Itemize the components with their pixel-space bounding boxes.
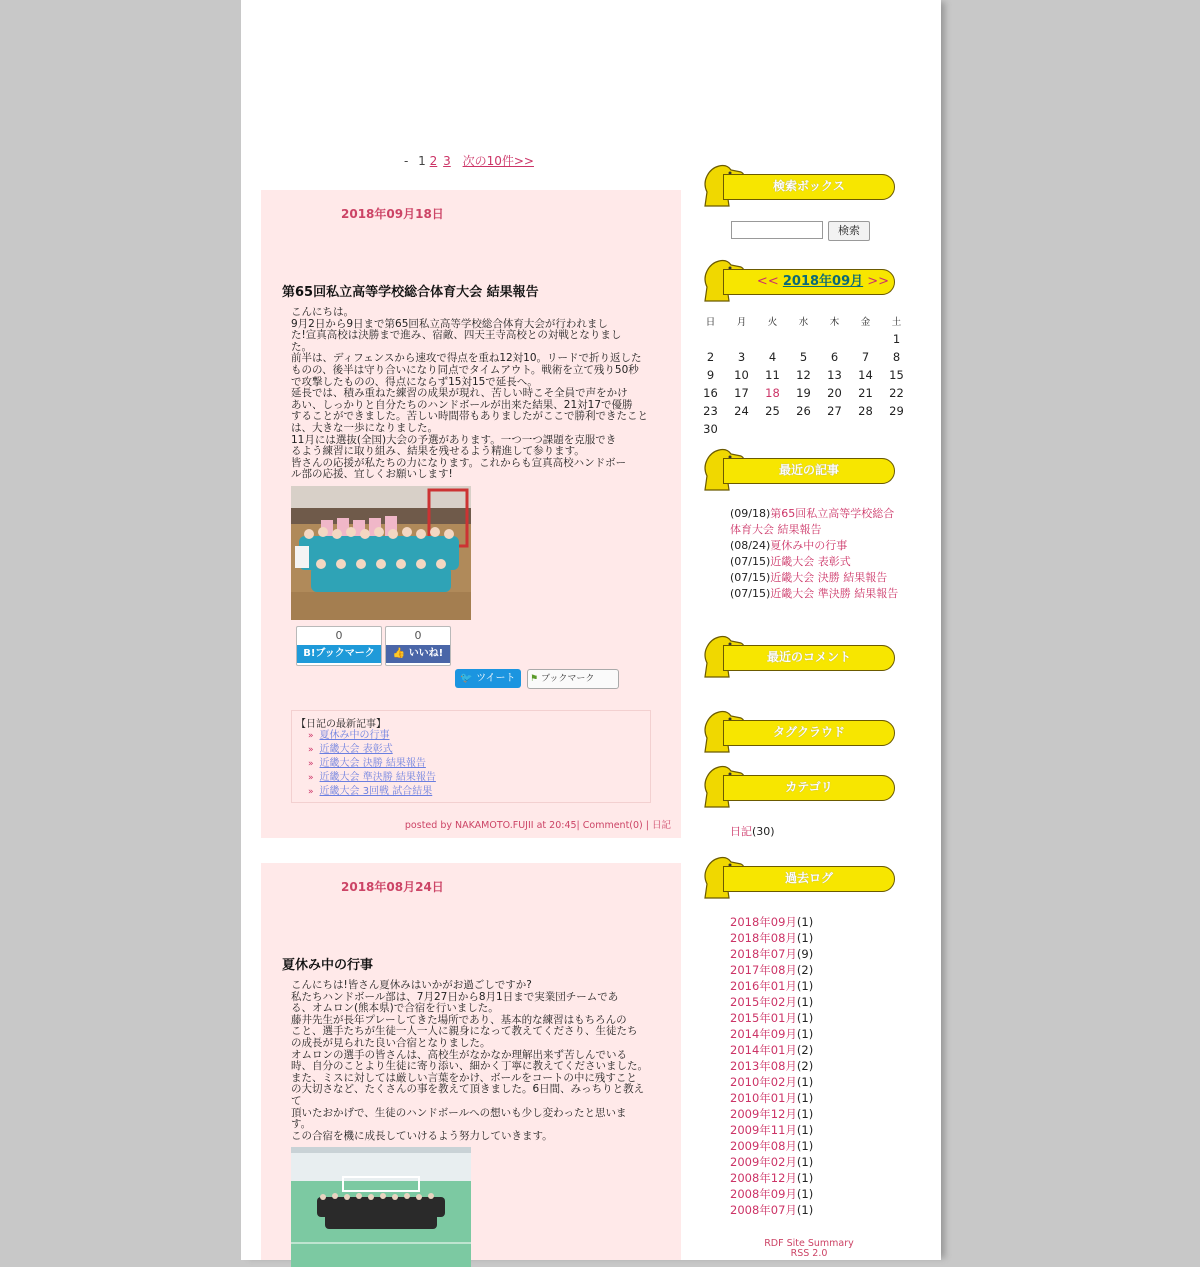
archive-count: (1) <box>796 1011 814 1025</box>
calendar-day: 10 <box>734 368 749 382</box>
calendar-day: 20 <box>827 386 842 400</box>
body-line: 前半は、ディフェンスから速攻で得点を重ね12対10。リードで折り返した <box>291 352 642 365</box>
list-item <box>308 743 436 757</box>
archive-item <box>730 1010 813 1026</box>
archive-item <box>730 962 813 978</box>
calendar-day <box>881 420 912 438</box>
archive-month-link[interactable]: 2008年07月 <box>730 1203 797 1217</box>
recent-article-date: (09/18) <box>730 507 771 520</box>
tweet-label: ツイート <box>476 673 516 684</box>
body-line: また、ミスに対しては厳しい言葉をかけ、ボールをコートの中に残すこと <box>291 1071 637 1084</box>
pager-current: 1 <box>418 154 426 168</box>
archive-count: (1) <box>796 995 814 1009</box>
entry-body <box>291 980 651 1142</box>
calendar-day: 29 <box>889 404 904 418</box>
recent-articles-header <box>697 446 897 490</box>
archive-month-link[interactable]: 2014年01月 <box>730 1043 797 1057</box>
archive-count: (1) <box>796 1203 814 1217</box>
calendar-day <box>850 420 881 438</box>
calendar-day: 8 <box>892 350 901 364</box>
body-line: 9月2日から9日まで第65回私立高等学校総合体育大会が行われまし <box>291 317 608 330</box>
thumbs-up-icon: 👍 <box>392 648 406 659</box>
hatena-count: 0 <box>335 629 343 642</box>
archive-month-link[interactable]: 2017年08月 <box>730 963 797 977</box>
calendar-day: 22 <box>889 386 904 400</box>
archive-count: (1) <box>796 915 814 929</box>
header-title: 最近のコメント <box>766 650 851 664</box>
body-line: の大切さなど、たくさんの事を教えて頂きました。6日間、みっちりと教えて <box>291 1083 645 1107</box>
recent-article-item <box>730 538 902 554</box>
archive-header <box>697 854 897 898</box>
archive-count: (1) <box>796 1171 814 1185</box>
calendar-day: 21 <box>858 386 873 400</box>
header-title: 過去ログ <box>784 871 833 885</box>
calendar-day: 28 <box>858 404 873 418</box>
calendar-day: 24 <box>734 404 749 418</box>
archive-month-link[interactable]: 2008年12月 <box>730 1171 797 1185</box>
archive-count: (1) <box>796 1155 814 1169</box>
arrow-icon: » <box>308 745 314 755</box>
archive-month-link[interactable]: 2009年08月 <box>730 1139 797 1153</box>
facebook-count: 0 <box>414 629 422 642</box>
recent-article-link[interactable]: 近畿大会 表彰式 <box>770 555 851 568</box>
body-line: 11月には選抜(全国)大会の予選があります。一つ一つ課題を克服でき <box>291 433 617 446</box>
calendar-weekday: 金 <box>860 317 871 328</box>
pager-page-2[interactable]: 2 <box>429 154 438 168</box>
body-line: 皆さんの応援が私たちの力になります。これからも宣真高校ハンドボー <box>291 456 627 469</box>
category-count: (30) <box>752 825 775 838</box>
bookmark-icon: ⚑ <box>530 674 539 684</box>
archive-month-link[interactable]: 2018年09月 <box>730 915 797 929</box>
entry-body <box>291 307 651 481</box>
arrow-icon: » <box>308 731 314 741</box>
recent-article-item <box>730 586 902 602</box>
archive-item <box>730 1138 813 1154</box>
calendar-day: 27 <box>827 404 842 418</box>
rdf-link[interactable]: RDF Site Summary <box>764 1238 854 1249</box>
recent-article-item <box>730 570 902 586</box>
calendar-day: 3 <box>737 350 746 364</box>
recent-article-item <box>730 506 902 538</box>
category-link[interactable]: 日記 <box>730 825 752 838</box>
archive-item <box>730 1042 813 1058</box>
calendar-day: 14 <box>858 368 873 382</box>
archive-item <box>730 1170 813 1186</box>
recent-article-link[interactable]: 夏休み中の行事 <box>770 539 848 552</box>
entry-1 <box>261 190 681 838</box>
recent-article-link[interactable]: 第65回私立高等学校総合体育大会 結果報告 <box>730 507 895 536</box>
arrow-icon: » <box>308 759 314 769</box>
archive-count: (1) <box>796 1091 814 1105</box>
body-line: 時、自分のことより生徒に寄り添い、細かく丁寧に教えてくださいました。 <box>291 1060 648 1073</box>
search-button[interactable]: 検索 <box>828 221 870 241</box>
archive-count: (1) <box>796 1107 814 1121</box>
calendar-day: 30 <box>703 422 718 436</box>
recent-articles-list <box>730 506 902 602</box>
calendar-weekday: 月 <box>736 317 747 328</box>
list-item <box>308 757 436 771</box>
body-line: ル部の応援、宜しくお願いします! <box>291 468 453 481</box>
calendar-nav <box>723 270 923 294</box>
calendar-day: 25 <box>765 404 780 418</box>
archive-count: (1) <box>796 1139 814 1153</box>
latest-article-link[interactable]: 近畿大会 3回戦 試合結果 <box>319 786 433 797</box>
header-title: タグクラウド <box>772 725 845 739</box>
body-line: 頂いたおかげで、生徒のハンドボールへの想いも少し変わったと思いま <box>291 1106 627 1119</box>
latest-article-link[interactable]: 夏休み中の行事 <box>319 730 390 741</box>
tag-cloud-header <box>697 708 897 752</box>
calendar-day <box>726 330 757 348</box>
pager-next-link[interactable]: 次の10件>> <box>462 154 534 168</box>
archive-month-link[interactable]: 2010年02月 <box>730 1075 797 1089</box>
archive-month-link[interactable]: 2018年07月 <box>730 947 797 961</box>
archive-month-link[interactable]: 2009年12月 <box>730 1107 797 1121</box>
body-line: す。 <box>291 1118 312 1131</box>
calendar-weekday: 日 <box>705 317 716 328</box>
body-line: た。 <box>291 340 312 353</box>
archive-item <box>730 1058 813 1074</box>
archive-item <box>730 946 813 962</box>
calendar-week-row <box>695 402 912 420</box>
archive-count: (1) <box>796 1075 814 1089</box>
body-line: るよう練習に取り組み、結果を残せるよう精進して参ります。 <box>291 445 585 458</box>
entry-2 <box>261 863 681 1260</box>
archive-month-link[interactable]: 2013年08月 <box>730 1059 797 1073</box>
header-title: 検索ボックス <box>773 179 845 193</box>
list-item <box>308 729 436 743</box>
calendar-weekday: 土 <box>891 317 902 328</box>
latest-article-link[interactable]: 近畿大会 決勝 結果報告 <box>319 758 426 769</box>
recent-article-item <box>730 554 902 570</box>
archive-item <box>730 1106 813 1122</box>
archive-month-link[interactable]: 2009年02月 <box>730 1155 797 1169</box>
archive-item <box>730 1074 813 1090</box>
calendar-day <box>757 420 788 438</box>
recent-article-date: (07/15) <box>730 555 771 568</box>
body-line: 藤井先生が長年プレーしてきた場所であり、基本的な練習はもちろんの <box>291 1013 627 1026</box>
body-line: することができました。苦しい時間帯もありましたがここで勝利できたこと <box>291 410 648 423</box>
arrow-icon: » <box>308 787 314 797</box>
calendar-day <box>850 330 881 348</box>
calendar-day: 19 <box>796 386 811 400</box>
pager <box>404 152 536 169</box>
body-line: この合宿を機に成長していけるよう努力していきます。 <box>291 1129 553 1142</box>
training-camp-photo[interactable] <box>291 1147 471 1267</box>
calendar-week-row <box>695 330 912 348</box>
hatena-share[interactable] <box>296 626 382 666</box>
archive-month-link[interactable]: 2015年01月 <box>730 1011 797 1025</box>
header-title: カテゴリ <box>785 780 833 794</box>
facebook-like-button[interactable] <box>386 645 450 663</box>
body-line: こんにちは!皆さん夏休みはいかがお過ごしですか? <box>291 979 532 991</box>
calendar-day: 17 <box>734 386 749 400</box>
calendar-day[interactable]: 18 <box>765 386 780 400</box>
calendar-month-link[interactable]: 2018年09月 <box>782 274 864 289</box>
recent-article-link[interactable]: 近畿大会 準決勝 結果報告 <box>770 587 899 600</box>
calendar-day: 26 <box>796 404 811 418</box>
archive-count: (1) <box>796 931 814 945</box>
calendar-day: 4 <box>768 350 777 364</box>
calendar-next-link[interactable]: >> <box>867 274 890 289</box>
calendar-day <box>819 330 850 348</box>
calendar-week-row <box>695 420 912 438</box>
calendar-day <box>726 420 757 438</box>
calendar-day <box>788 420 819 438</box>
calendar-table <box>695 312 912 438</box>
arrow-icon: » <box>308 773 314 783</box>
entry-title[interactable]: 夏休み中の行事 <box>282 958 374 973</box>
archive-item <box>730 1090 813 1106</box>
archive-item <box>730 1154 813 1170</box>
rss-link[interactable]: RSS 2.0 <box>790 1248 828 1259</box>
archive-month-link[interactable]: 2008年09月 <box>730 1187 797 1201</box>
archive-item <box>730 930 813 946</box>
search-box-header <box>697 162 897 206</box>
archive-item <box>730 1122 813 1138</box>
archive-month-link[interactable]: 2014年09月 <box>730 1027 797 1041</box>
recent-article-date: (08/24) <box>730 539 771 552</box>
calendar-day: 23 <box>703 404 718 418</box>
archive-count: (2) <box>796 1059 814 1073</box>
calendar-prev-link[interactable]: << <box>756 274 779 289</box>
calendar-day: 2 <box>706 350 715 364</box>
archive-item <box>730 1202 813 1218</box>
archive-count: (2) <box>796 1043 814 1057</box>
rss-links <box>721 1239 897 1259</box>
team-photo[interactable] <box>291 486 471 620</box>
calendar-week-row <box>695 384 912 402</box>
hatena-bookmark-button[interactable]: B!ブックマーク <box>297 645 381 663</box>
archive-item <box>730 1026 813 1042</box>
archive-item <box>730 978 813 994</box>
calendar-week-row <box>695 366 912 384</box>
archive-count: (1) <box>796 979 814 993</box>
recent-article-date: (07/15) <box>730 571 771 584</box>
body-line: は、大きな一歩になりました。 <box>291 421 438 434</box>
body-line: で攻撃したものの、得点にならず15対15で延長へ。 <box>291 375 538 388</box>
body-line: の成長が見られた良い合宿となりました。 <box>291 1036 491 1049</box>
entry-date: 2018年09月18日 <box>341 207 444 221</box>
archive-count: (1) <box>796 1027 814 1041</box>
calendar-day: 11 <box>765 368 780 382</box>
body-line: 私たちハンドボール部は、7月27日から8月1日まで実業団チームであ <box>291 990 619 1003</box>
calendar-day: 5 <box>799 350 808 364</box>
pager-page-3[interactable]: 3 <box>443 154 451 168</box>
latest-article-link[interactable]: 近畿大会 準決勝 結果報告 <box>319 772 436 783</box>
twitter-bird-icon: 🐦 <box>460 673 473 684</box>
category-list <box>730 823 775 839</box>
calendar-day <box>695 330 726 348</box>
archive-count: (1) <box>796 1187 814 1201</box>
body-line: こと、選手たちが生徒一人一人に親身になって教えてくださり、生徒たち <box>291 1025 638 1038</box>
header-title: 最近の記事 <box>778 463 839 477</box>
archive-month-link[interactable]: 2016年01月 <box>730 979 797 993</box>
calendar-week-row <box>695 348 912 366</box>
archive-item <box>730 1186 813 1202</box>
body-line: こんにちは。 <box>291 306 354 318</box>
calendar-day: 1 <box>892 332 901 346</box>
list-item <box>308 785 436 799</box>
recent-article-date: (07/15) <box>730 587 771 600</box>
archive-item <box>730 994 813 1010</box>
bookmark-label: ブックマーク <box>540 674 595 684</box>
bookmark-button[interactable] <box>527 669 619 689</box>
calendar-day: 13 <box>827 368 842 382</box>
search-input[interactable] <box>731 221 823 239</box>
recent-article-link[interactable]: 近畿大会 決勝 結果報告 <box>770 571 888 584</box>
calendar-day: 6 <box>830 350 839 364</box>
archive-count: (2) <box>796 963 814 977</box>
pager-separator: - <box>404 154 409 168</box>
latest-article-link[interactable]: 近畿大会 表彰式 <box>319 744 393 755</box>
calendar-day <box>819 420 850 438</box>
entry-date: 2018年08月24日 <box>341 880 444 894</box>
body-line: ものの、後半は守り合いになり同点でタイムアウト。戦術を立て残り50秒 <box>291 363 639 376</box>
facebook-like-label: いいね! <box>408 648 444 659</box>
calendar-day: 12 <box>796 368 811 382</box>
archive-month-link[interactable]: 2018年08月 <box>730 931 797 945</box>
entry-title[interactable]: 第65回私立高等学校総合体育大会 結果報告 <box>282 285 539 300</box>
recent-comments-header <box>697 633 897 677</box>
calendar-weekday-row <box>695 312 912 330</box>
archive-month-link[interactable]: 2009年11月 <box>730 1123 797 1137</box>
tweet-button[interactable] <box>455 669 521 688</box>
archive-month-link[interactable]: 2010年01月 <box>730 1091 797 1105</box>
body-line: た!宣真高校は決勝まで進み、宿敵、四天王寺高校との対戦となりまし <box>291 329 622 342</box>
blog-page <box>241 0 941 1260</box>
calendar-day: 7 <box>861 350 870 364</box>
calendar-weekday: 火 <box>767 317 778 328</box>
calendar-day: 15 <box>889 368 904 382</box>
archive-list <box>730 914 813 1218</box>
calendar-day <box>788 330 819 348</box>
archive-count: (9) <box>796 947 814 961</box>
latest-articles-box <box>291 710 651 803</box>
calendar-day: 16 <box>703 386 718 400</box>
archive-count: (1) <box>796 1123 814 1137</box>
latest-articles-header: 【日記の最新記事】 <box>296 719 386 730</box>
calendar-weekday: 水 <box>798 317 809 328</box>
list-item <box>308 771 436 785</box>
entry-footer[interactable]: posted by NAKAMOTO.FUJII at 20:45| Comment(0) | 日記 <box>404 820 671 831</box>
category-header <box>697 763 897 807</box>
body-line: 延長では、積み重ねた練習の成果が現れ、苦しい時こそ全員で声をかけ <box>291 387 628 400</box>
body-line: オムロンの選手の皆さんは、高校生がなかなか理解出来ず苦しんでいる <box>291 1048 627 1061</box>
latest-articles-list <box>308 729 436 799</box>
calendar-weekday: 木 <box>829 317 840 328</box>
calendar-day <box>757 330 788 348</box>
archive-item <box>730 914 813 930</box>
archive-month-link[interactable]: 2015年02月 <box>730 995 797 1009</box>
facebook-share[interactable] <box>385 626 451 666</box>
body-line: る、オムロン(熊本県)で合宿を行いました。 <box>291 1002 499 1015</box>
body-line: あい、しっかりと自分たちのハンドボールが出来た結果、21対17で優勝 <box>291 398 633 411</box>
calendar-day: 9 <box>706 368 715 382</box>
